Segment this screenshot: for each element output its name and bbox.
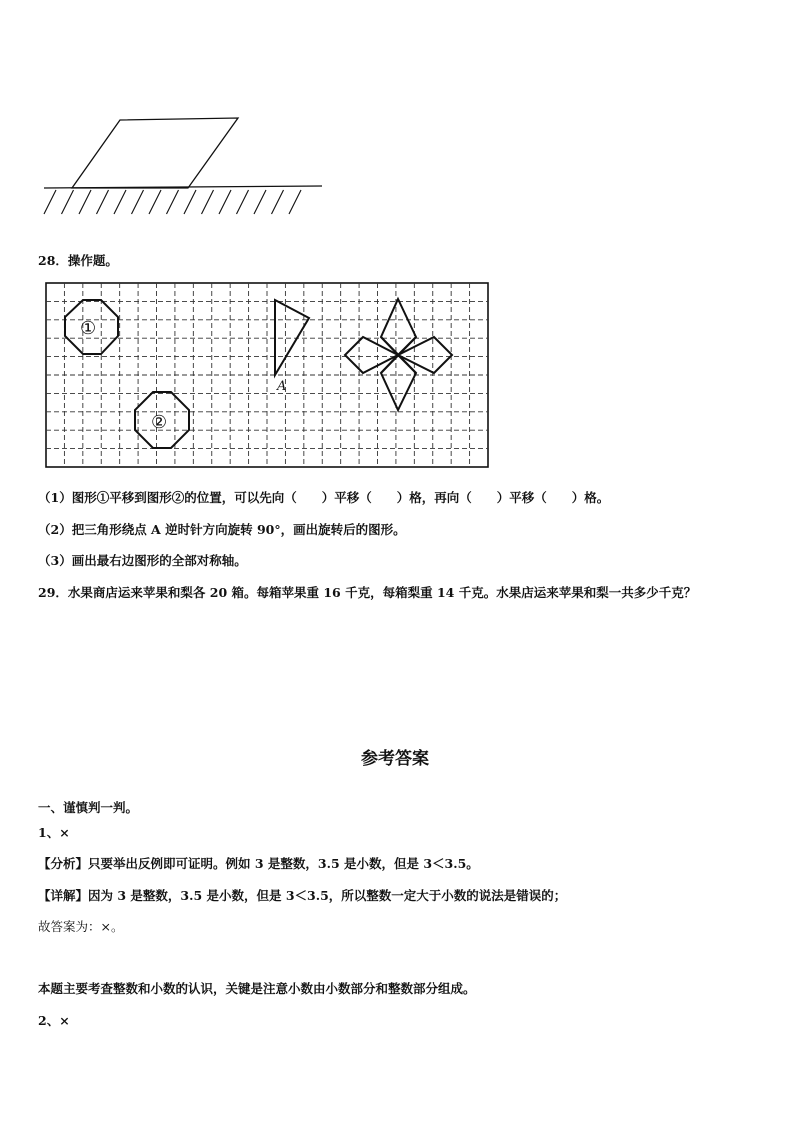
question-28-part-2: （2）把三角形绕点 A 逆时针方向旋转 90°，画出旋转后的图形。 [38,522,406,537]
hatch-line [79,190,91,214]
shape-1-label: ① [80,318,97,339]
question-28-part-3: （3）画出最右边图形的全部对称轴。 [38,553,247,568]
hatch-line [114,190,126,214]
hatch-line [237,190,249,214]
hatch-line [44,190,56,214]
hatch-line [149,190,161,214]
hatch-line [202,190,214,214]
hatch-line [184,190,196,214]
hatch-line [254,190,266,214]
answer-conclusion: 故答案为：×。 [38,919,124,934]
hatch-line [62,190,74,214]
answer-item-2: 2、× [38,1013,70,1028]
answer-detail: 【详解】因为 3 是整数，3.5 是小数，但是 3＜3.5，所以整数一定大于小数的说法是错误的； [38,888,567,903]
hatch-line [97,190,109,214]
question-28-heading: 28．操作题。 [38,253,118,268]
answers-section-1: 一、谨慎判一判。 [38,800,139,815]
shape-2-label: ② [151,412,168,433]
hatch-line [289,190,301,214]
hatch-line [132,190,144,214]
answers-title: 参考答案 [361,749,429,769]
grid-figure [45,282,490,468]
hatch-line [272,190,284,214]
hatch-line [167,190,179,214]
question-28-part-1: （1）图形①平移到图形②的位置，可以先向（ ）平移（ ）格，再向（ ）平移（ ）格。 [38,490,610,505]
hatch-line [219,190,231,214]
answer-item-1: 1、× [38,825,70,840]
parallelogram-figure [40,112,330,222]
question-29-text: 29．水果商店运来苹果和梨各 20 箱。每箱苹果重 16 千克，每箱梨重 14 千克。水果店运来苹果和梨一共多少千克？ [38,585,697,600]
answer-analysis: 【分析】只要举出反例即可证明。例如 3 是整数，3.5 是小数，但是 3＜3.5。 [38,856,479,871]
answer-summary: 本题主要考查整数和小数的认识，关键是注意小数由小数部分和整数部分组成。 [38,981,476,996]
point-a-label: A [277,379,287,394]
